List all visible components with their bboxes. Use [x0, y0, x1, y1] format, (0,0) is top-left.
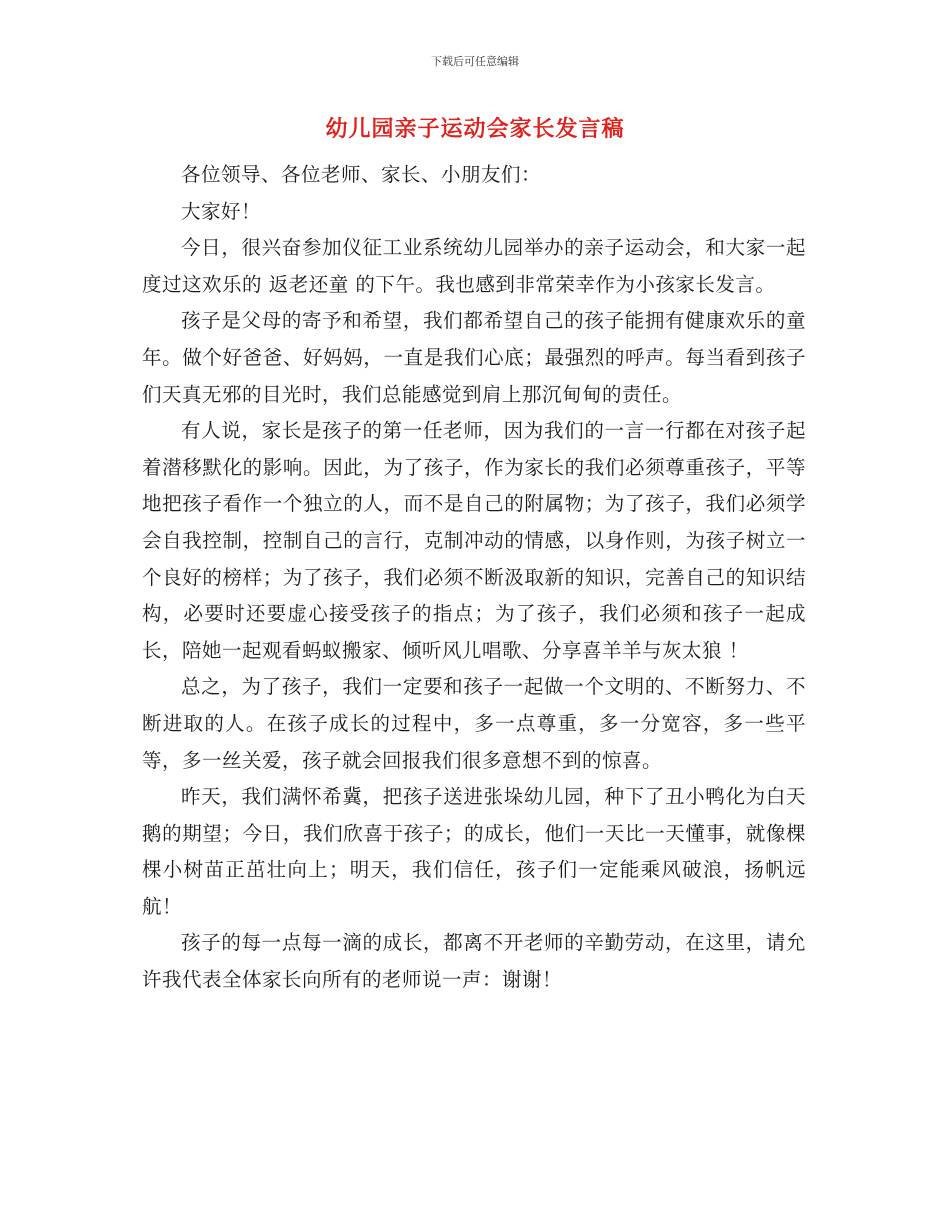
paragraph: 总之，为了孩子，我们一定要和孩子一起做一个文明的、不断努力、不断进取的人。在孩子成长的过程中，多一点尊重，多一分宽容，多一些平等，多一丝关爱，孩子就会回报我们很多意想不到的惊喜。	[142, 675, 806, 772]
document-body	[142, 157, 806, 999]
paragraph: 昨天，我们满怀希冀，把孩子送进张垛幼儿园，种下了丑小鸭化为白天鹅的期望；今日，我们欣喜于孩子；的成长，他们一天比一天懂事，就像棵棵小树苗正茁壮向上；明天，我们信任，孩子们一定能乘风破浪，扬帆远航！	[142, 785, 806, 918]
paragraph: 孩子的每一点每一滴的成长，都离不开老师的辛勤劳动，在这里，请允许我代表全体家长向所有的老师说一声：谢谢！	[142, 931, 806, 992]
paragraph: 今日，很兴奋参加仪征工业系统幼儿园举办的亲子运动会，和大家一起度过这欢乐的 返老还童 的下午。我也感到非常荣幸作为小孩家长发言。	[142, 236, 806, 296]
paragraph: 孩子是父母的寄予和希望，我们都希望自己的孩子能拥有健康欢乐的童年。做个好爸爸、好妈妈，一直是我们心底；最强烈的呼声。每当看到孩子们天真无邪的目光时，我们总能感觉到肩上那沉甸甸的责任。	[142, 309, 806, 406]
header-note: 下载后可任意编辑	[431, 55, 519, 68]
salutation: 各位领导、各位老师、家长、小朋友们：	[181, 163, 542, 186]
paragraph: 有人说，家长是孩子的第一任老师，因为我们的一言一行都在对孩子起着潜移默化的影响。因此，为了孩子，作为家长的我们必须尊重孩子，平等地把孩子看作一个独立的人，而不是自己的附属物；为了孩子，我们必须学会自我控制，控制自己的言行，克制冲动的情感，以身作则，为孩子树立一个良好的榜样；为了孩子，我们必须不断汲取新的知识，完善自己的知识结构，必要时还要虚心接受孩子的指点；为了孩子，我们必须和孩子一起成长，陪她一起观看蚂蚁搬家、倾听风儿唱歌、分享喜羊羊与灰太狼 ！	[142, 419, 806, 662]
greeting: 大家好！	[181, 199, 262, 223]
document-title: 幼儿园亲子运动会家长发言稿	[325, 117, 625, 142]
